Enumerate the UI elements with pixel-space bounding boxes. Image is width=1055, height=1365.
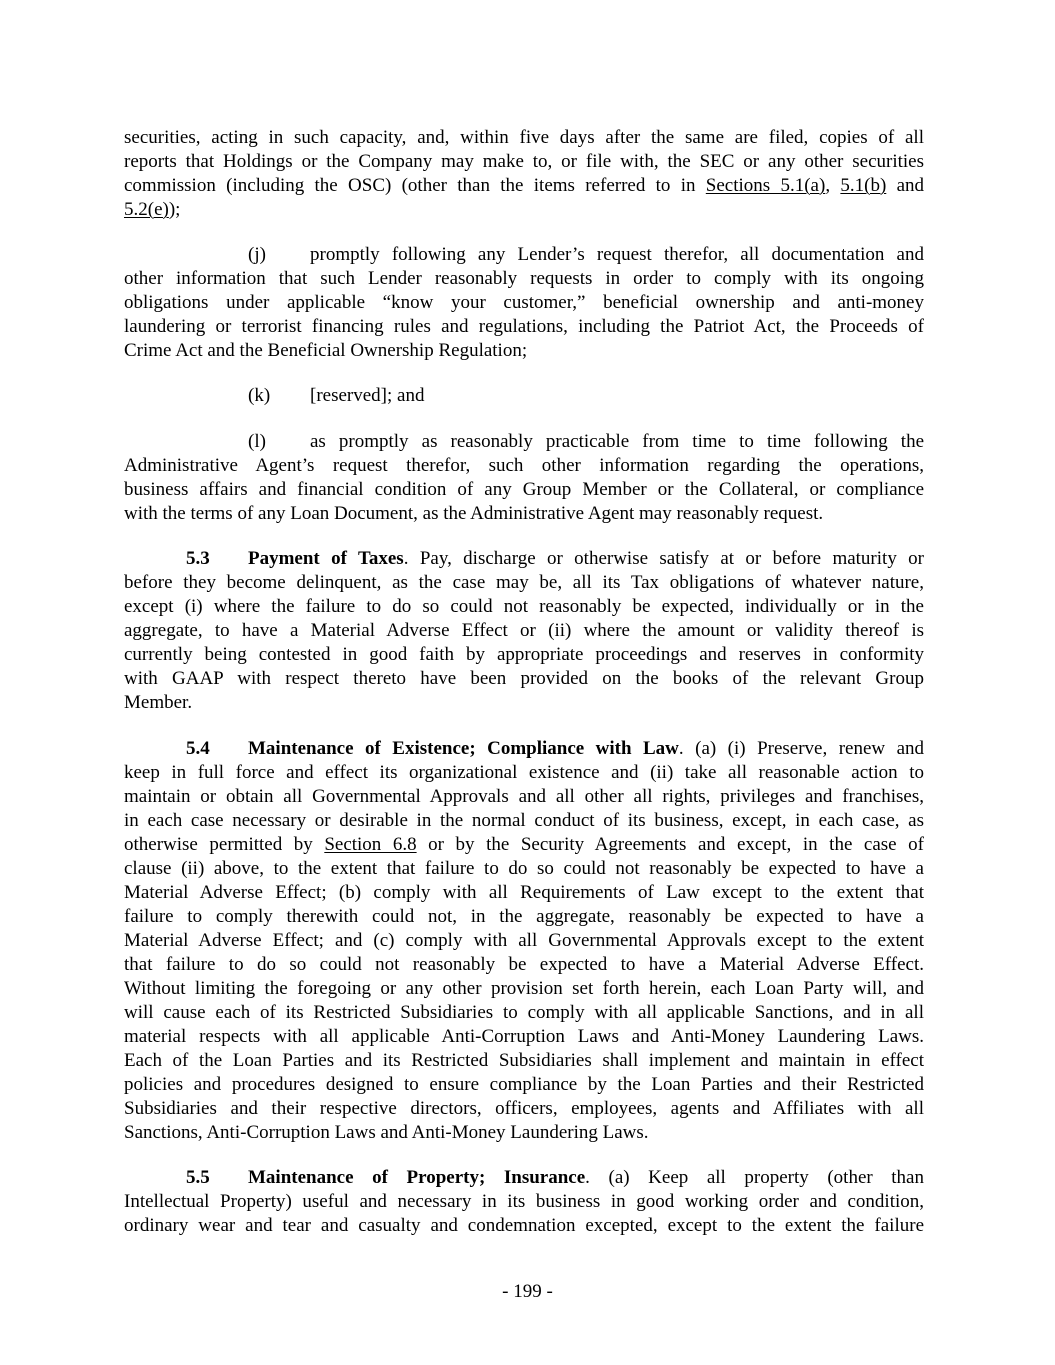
text-line: except (i) where the failure to do so could not reasonably be expected, individually or in the — [124, 596, 924, 617]
separator: . — [585, 1167, 590, 1188]
separator: , — [825, 175, 831, 196]
text-line: laundering or terrorist financing rules and regulations, including the Patriot Act, the Proceeds of — [124, 316, 924, 337]
separator: . — [403, 548, 409, 569]
page-number: - 199 - — [502, 1281, 553, 1302]
text-line: securities, acting in such capacity, and, within five days after the same are filed, copies of all — [124, 127, 924, 148]
text-line: material respects with all applicable Anti-Corruption Laws and Anti-Money Laundering Laws. — [124, 1026, 924, 1047]
item-marker: (k) — [248, 385, 271, 406]
section-title: Maintenance of Property; Insurance — [248, 1167, 586, 1188]
section-number: 5.4 — [186, 738, 210, 759]
text-line: before they become delinquent, as the case may be, all its Tax obligations of whatever nature, — [124, 572, 924, 593]
cross-reference-link[interactable]: 5.1(b) — [840, 175, 887, 196]
text-line: in each case necessary or desirable in the normal conduct of its business, except, in each case, as — [124, 810, 924, 831]
text-line: Member. — [124, 692, 193, 713]
text-line: Subsidiaries and their respective directors, officers, employees, agents and Affiliates with all — [124, 1098, 924, 1119]
text-segment: and — [896, 175, 925, 196]
text-segment: or by the Security Agreements and except, in the case of — [428, 834, 924, 855]
text-segment: Pay, discharge or otherwise satisfy at or before maturity or — [419, 548, 924, 569]
section-title: Maintenance of Existence; Compliance with Law — [248, 738, 679, 759]
text-line: Sanctions, Anti-Corruption Laws and Anti-Money Laundering Laws. — [124, 1122, 649, 1143]
text-line — [248, 384, 924, 408]
cross-reference-link[interactable]: Sections 5.1(a) — [705, 175, 826, 196]
text-line: Material Adverse Effect; (b) comply with all Requirements of Law except to the extent that — [124, 882, 924, 903]
text-line — [248, 430, 924, 454]
text-line: reports that Holdings or the Company may make to, or file with, the SEC or any other securities — [124, 151, 924, 172]
text-line: will cause each of its Restricted Subsidiaries to comply with all applicable Sanctions, and in all — [124, 1002, 924, 1023]
text-line: Material Adverse Effect; and (c) comply with all Governmental Approvals except to the extent — [124, 930, 924, 951]
text-line: Crime Act and the Beneficial Ownership Regulation; — [124, 340, 528, 361]
text-line — [186, 737, 924, 761]
text-segment: (a) (i) Preserve, renew and — [695, 738, 924, 759]
text-line — [124, 174, 924, 198]
text-line: aggregate, to have a Material Adverse Effect or (ii) where the amount or validity thereof is — [124, 620, 924, 641]
cross-reference-link[interactable]: 5.2(e) — [124, 199, 169, 220]
section-number: 5.3 — [186, 548, 210, 569]
text-line: that failure to do so could not reasonably be expected to have a Material Adverse Effect. — [124, 954, 924, 975]
text-segment: ); — [168, 199, 181, 220]
text-line — [186, 547, 924, 571]
text-segment: [reserved]; and — [310, 385, 425, 406]
text-line — [248, 243, 924, 267]
text-line — [186, 1166, 924, 1190]
text-line — [124, 198, 924, 222]
text-line: maintain or obtain all Governmental Approvals and all other all rights, privileges and franchises, — [124, 786, 924, 807]
text-segment: otherwise permitted by — [124, 834, 313, 855]
section-title: Payment of Taxes — [248, 548, 404, 569]
text-line — [124, 833, 924, 857]
text-line: with GAAP with respect thereto have been provided on the books of the relevant Group — [124, 668, 924, 689]
text-line: policies and procedures designed to ensure compliance by the Loan Parties and their Restricted — [124, 1074, 924, 1095]
text-line: clause (ii) above, to the extent that failure to do so could not reasonably be expected to have a — [124, 858, 924, 879]
text-line: Administrative Agent’s request therefor, such other information regarding the operations, — [124, 455, 924, 476]
text-line: other information that such Lender reasonably requests in order to comply with its ongoing — [124, 268, 924, 289]
text-line: obligations under applicable “know your customer,” beneficial ownership and anti-money — [124, 292, 924, 313]
text-line: with the terms of any Loan Document, as the Administrative Agent may reasonably request. — [124, 503, 824, 524]
text-segment: commission (including the OSC) (other than the items referred to in — [124, 175, 696, 196]
item-marker: (j) — [248, 244, 266, 265]
text-line: Each of the Loan Parties and its Restricted Subsidiaries shall implement and maintain in effect — [124, 1050, 924, 1071]
text-line: Without limiting the foregoing or any other provision set forth herein, each Loan Party will, and — [124, 978, 924, 999]
text-line: keep in full force and effect its organizational existence and (ii) take all reasonable action to — [124, 762, 924, 783]
text-line: ordinary wear and tear and casualty and condemnation excepted, except to the extent the failure — [124, 1215, 924, 1236]
text-segment: as promptly as reasonably practicable from time to time following the — [310, 431, 924, 452]
item-marker: (l) — [248, 431, 266, 452]
text-line: currently being contested in good faith by appropriate proceedings and reserves in conformity — [124, 644, 924, 665]
separator: . — [678, 738, 684, 759]
text-line: Intellectual Property) useful and necessary in its business in good working order and condition, — [124, 1191, 924, 1212]
text-line: business affairs and financial condition of any Group Member or the Collateral, or compliance — [124, 479, 924, 500]
text-segment: (a) Keep all property (other than — [608, 1167, 924, 1188]
cross-reference-link[interactable]: Section 6.8 — [324, 834, 417, 855]
text-line: failure to comply therewith could not, in the aggregate, reasonably be expected to have a — [124, 906, 924, 927]
section-number: 5.5 — [186, 1167, 210, 1188]
text-segment: promptly following any Lender’s request therefor, all documentation and — [310, 244, 924, 265]
